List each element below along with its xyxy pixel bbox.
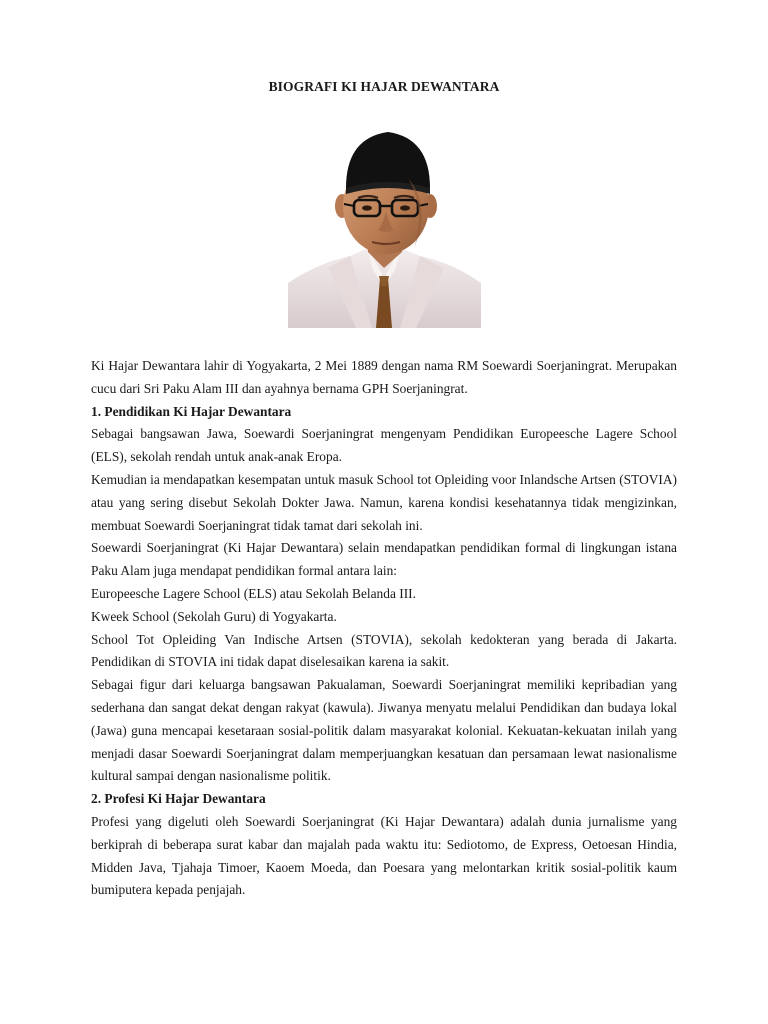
- document-body: [91, 355, 677, 902]
- list-item-kweek-school: Kweek School (Sekolah Guru) di Yogyakarta.: [91, 608, 337, 624]
- paragraph-formal-education: Soewardi Soerjaningrat (Ki Hajar Dewantara) selain mendapatkan pendidikan formal di lingkungan istana Paku Alam juga mendapat pendidikan formal antara lain:: [91, 540, 677, 579]
- list-item-els: Europeesche Lagere School (ELS) atau Sekolah Belanda III.: [91, 585, 416, 601]
- paragraph-intro: Ki Hajar Dewantara lahir di Yogyakarta, 2 Mei 1889 dengan nama RM Soewardi Soerjaningrat. Merupakan cucu dari Sri Paku Alam III dan ayahnya bernama GPH Soerjaningrat.: [91, 358, 677, 396]
- section-heading-profesi: 2. Profesi Ki Hajar Dewantara: [91, 791, 266, 807]
- paragraph-pakualaman: Sebagai figur dari keluarga bangsawan Pakualaman, Soewardi Soerjaningrat memiliki kepribadian yang sederhana dan sangat dekat dengan rakyat (kawula). Jiwanya menyatu melalui Pendidikan dan budaya lokal (Jawa) guna mencapai kesetaraan sosial-politik dalam masyarakat kolonial. Kekuatan-kekuatan inilah yang menjadi dasar Soewardi Soerjaningrat dalam memperjuangkan kesatuan dan persamaan lewat nasionalisme kultural sampai dengan nasionalisme politik.: [91, 677, 677, 784]
- paragraph-stovia: Kemudian ia mendapatkan kesempatan untuk masuk School tot Opleiding voor Inlandsche Artsen (STOVIA) atau yang sering disebut Sekolah Dokter Jawa. Namun, karena kondisi kesehatannya tidak mengizinkan, membuat Soewardi Soerjaningrat tidak tamat dari sekolah ini.: [91, 471, 677, 533]
- paragraph-els: Sebagai bangsawan Jawa, Soewardi Soerjaningrat mengenyam Pendidikan Europeesche Lagere School (ELS), sekolah rendah untuk anak-anak Eropa.: [91, 426, 677, 465]
- list-item-stovia: School Tot Opleiding Van Indische Artsen (STOVIA), sekolah kedokteran yang berada di Jakarta. Pendidikan di STOVIA ini tidak dapat diselesaikan karena ia sakit.: [91, 631, 677, 670]
- paragraph-jurnalisme: Profesi yang digeluti oleh Soewardi Soerjaningrat (Ki Hajar Dewantara) adalah dunia jurnalisme yang berkiprah di beberapa surat kabar dan majalah pada waktu itu: Sediotomo, de Express, Oetoesan Hindia, Midden Java, Tjahaja Timoer, Kaoem Moeda, dan Poesara yang melontarkan kritik sosial-politik kaum bumiputera kepada penjajah.: [91, 813, 677, 898]
- portrait-image: [288, 128, 481, 328]
- section-heading-pendidikan: 1. Pendidikan Ki Hajar Dewantara: [91, 403, 292, 419]
- document-title: BIOGRAFI KI HAJAR DEWANTARA: [268, 79, 500, 94]
